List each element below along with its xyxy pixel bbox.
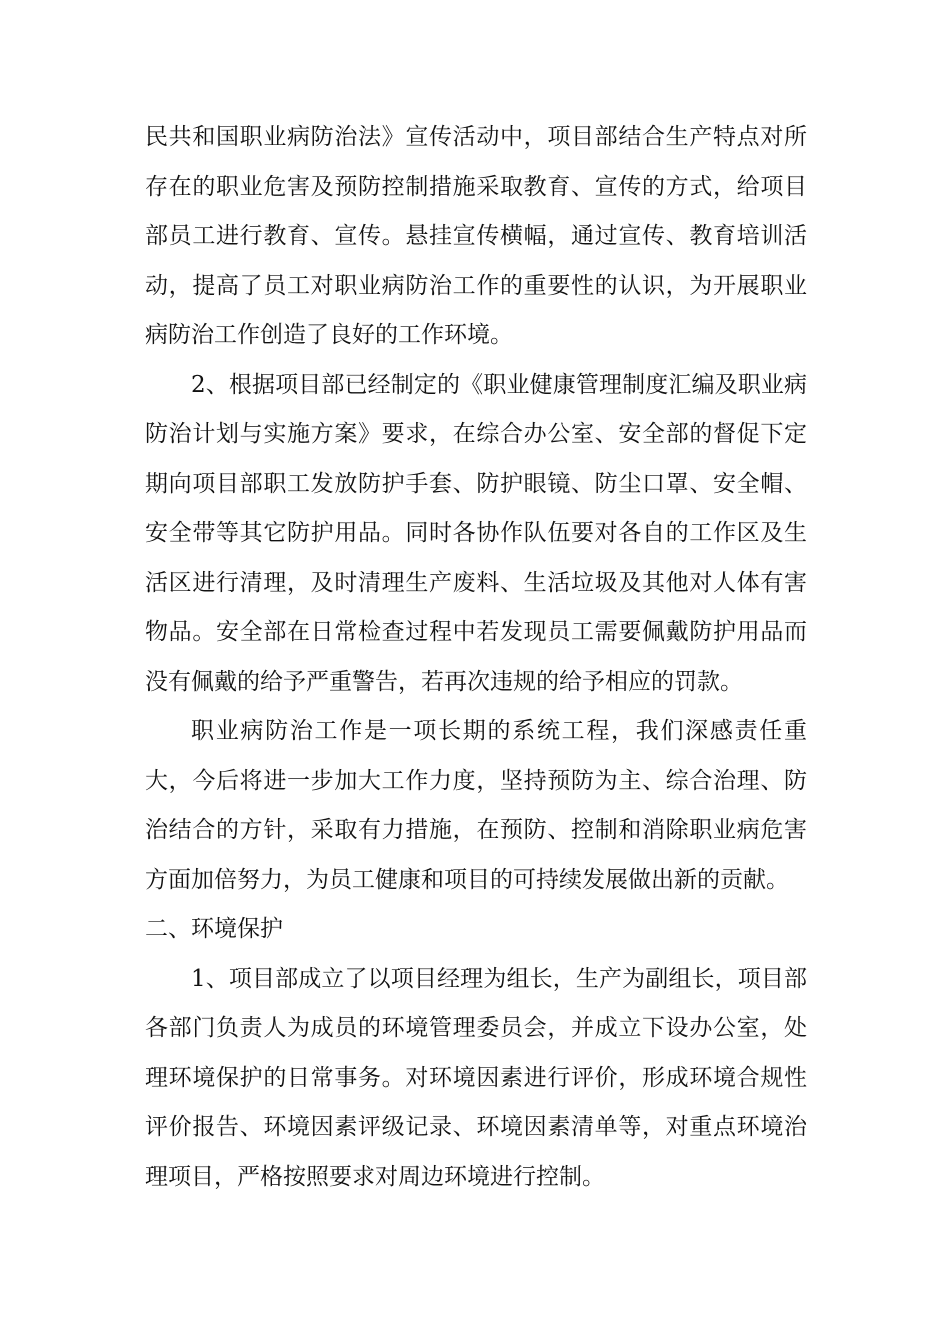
paragraph-publicity-activity: 民共和国职业病防治法》宣传活动中，项目部结合生产特点对所存在的职业危害及预防控制措施采取教育、宣传的方式，给项目部员工进行教育、宣传。悬挂宣传横幅，通过宣传、教育培训活动，提高了员工对职业病防治工作的重要性的认识，为开展职业病防治工作创造了良好的工作环境。 (145, 124, 807, 348)
section-heading-environmental-protection: 二、环境保护 (145, 916, 283, 942)
paragraph-protective-equipment: 2、根据项目部已经制定的《职业健康管理制度汇编及职业病防治计划与实施方案》要求，在综合办公室、安全部的督促下定期向项目部职工发放防护手套、防护眼镜、防尘口罩、安全帽、安全带等其它防护用品。同时各协作队伍要对各自的工作区及生活区进行清理，及时清理生产废料、生活垃圾及其他对人体有害物品。安全部在日常检查过程中若发现员工需要佩戴防护用品而没有佩戴的给予严重警告，若再次违规的给予相应的罚款。 (145, 371, 807, 695)
paragraph-environment-committee: 1、项目部成立了以项目经理为组长，生产为副组长，项目部各部门负责人为成员的环境管理委员会，并成立下设办公室，处理环境保护的日常事务。对环境因素进行评价，形成环境合规性评价报告、环境因素评级记录、环境因素清单等，对重点环境治理项目，严格按照要求对周边环境进行控制。 (145, 965, 807, 1190)
document-body (145, 113, 807, 1202)
paragraph-occupational-disease-summary: 职业病防治工作是一项长期的系统工程，我们深感责任重大，今后将进一步加大工作力度，坚持预防为主、综合治理、防治结合的方针，采取有力措施，在预防、控制和消除职业病危害方面加倍努力，为员工健康和项目的可持续发展做出新的贡献。 (145, 718, 807, 893)
